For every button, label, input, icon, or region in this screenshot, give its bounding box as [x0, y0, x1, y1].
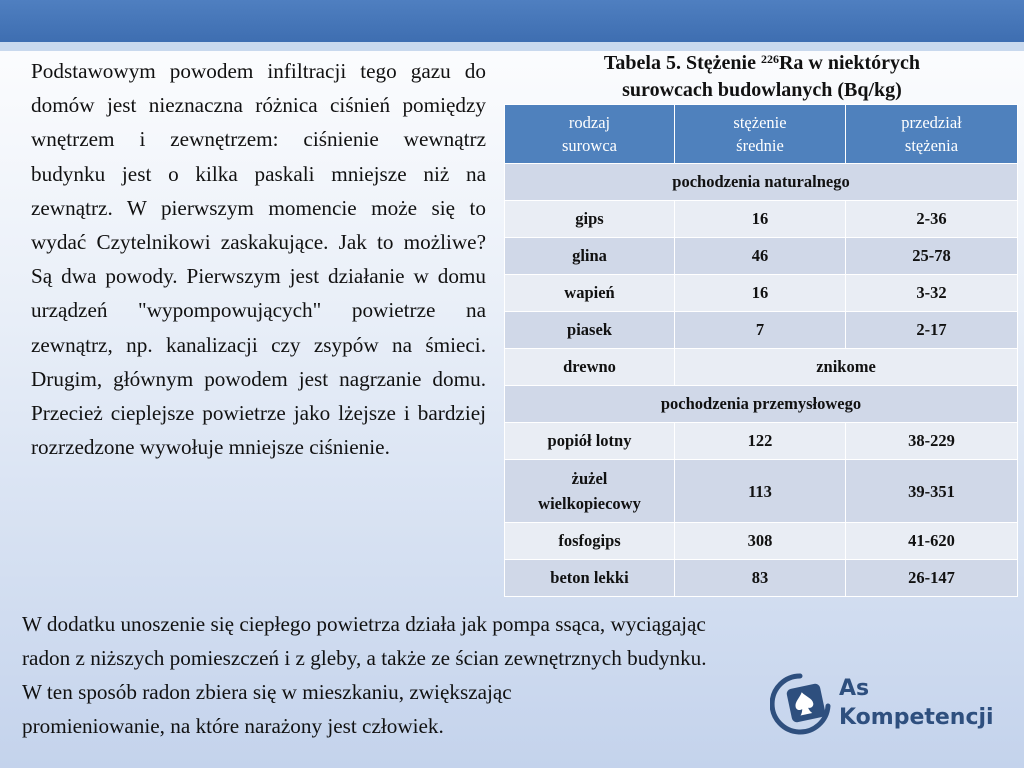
section-row-industrial: pochodzenia przemysłowego [505, 386, 1018, 423]
bottom-line: W dodatku unoszenie się ciepłego powietrza działa jak pompa ssąca, wyciągając [22, 612, 706, 636]
logo-text: As Kompetencji [839, 676, 994, 730]
bottom-line: radon z niższych pomieszczeń i z gleby, a także ze ścian zewnętrznych budynku. [22, 646, 707, 670]
table-row: popiół lotny 122 38-229 [505, 423, 1018, 460]
bottom-line: promieniowanie, na które narażony jest człowiek. [22, 714, 444, 738]
table-row-wood: drewno znikome [505, 349, 1018, 386]
spade-card-icon [770, 672, 834, 736]
as-kompetencji-logo [770, 670, 1000, 744]
table-row: wapień 16 3-32 [505, 275, 1018, 312]
table-header-row [505, 105, 1018, 164]
top-banner [0, 0, 1024, 42]
table-row: fosfogips 308 41-620 [505, 523, 1018, 560]
table-row: piasek 7 2-17 [505, 312, 1018, 349]
header-mean: stężenie średnie [675, 105, 846, 164]
caption-prefix: Tabela 5. Stężenie [603, 52, 761, 74]
bottom-line: W ten sposób radon zbiera się w mieszkaniu, zwiększając [22, 680, 512, 704]
header-material: rodzaj surowca [505, 105, 675, 164]
table-row: żużel wielkopiecowy 113 39-351 [505, 460, 1018, 523]
table-row: beton lekki 83 26-147 [505, 560, 1018, 597]
table-caption [505, 46, 1019, 104]
header-range: przedział stężenia [846, 105, 1018, 164]
section-row-natural: pochodzenia naturalnego [505, 164, 1018, 201]
table-row: gips 16 2-36 [505, 201, 1018, 238]
caption-isotope-mass: 226 [760, 52, 779, 66]
caption-suffix: Ra w niektórych [778, 52, 921, 74]
caption-line2: surowcach budowlanych (Bq/kg) [622, 79, 902, 101]
radium-table [504, 104, 1018, 597]
left-paragraph: Podstawowym powodem infiltracji tego gazu do domów jest nieznaczna różnica ciśnień pomiędzy wnętrzem i zewnętrzem: ciśnienie wewnątrz budynku jest o kilka paskali mniejsze niż na zewnątrz. W pierwszym momencie może się to wydać Czytelnikowi zaskakujące. Jak to możliwe? Są dwa powody. Pierwszym jest działanie w domu urządzeń "wypompowujących" powietrze na zewnątrz, np. kanalizacji czy zsypów na śmieci. Drugim, głównym powodem jest nagrzanie domu. Przecież cieplejsze powietrze jako lżejsze i bardziej rozrzedzone wywołuje mniejsze ciśnienie. [31, 59, 486, 460]
table-row: glina 46 25-78 [505, 238, 1018, 275]
